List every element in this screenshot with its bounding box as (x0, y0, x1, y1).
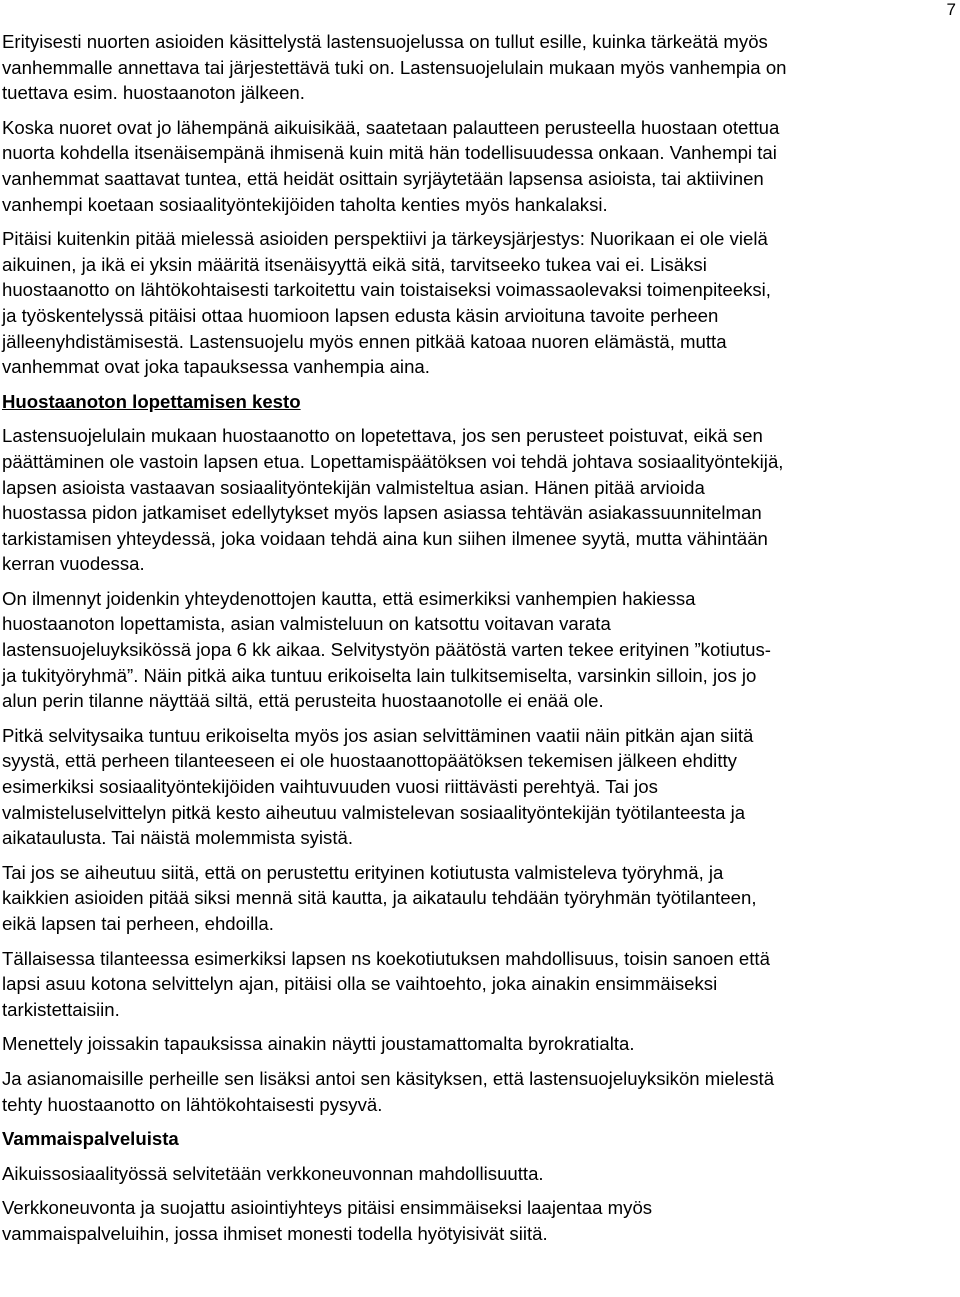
paragraph-youth-independence: Koska nuoret ovat jo lähempänä aikuisikää, saatetaan palautteen perusteella huostaan otettua nuorta kohdella itsenäisempänä ihmisenä kuin mitä hän todellisuudessa onkaan. Vanhempi tai vanhemmat saattavat tuntea, että heidät osittain syrjäytetään lapsensa asioista, tai aktiivinen vanhempi koetaan sosiaalityöntekijöiden taholta kenties myös hankalaksi. (2, 116, 780, 215)
paragraph-six-months: On ilmennyt joidenkin yhteydenottojen kautta, että esimerkiksi vanhempien hakiessa huostaanoton lopettamista, asian valmisteluun on katsottu voitavan varata lastensuojeluyksikössä jopa 6 kk aikaa. Selvitystyön päätöstä varten tekee erityinen ”kotiutus- ja tukityöryhmä”. Näin pitkä aika tuntuu erikoiselta lain tulkitsemiselta, varsinkin silloin, jos jo alun perin tilanne näyttää siltä, että perusteita huostaanotolle ei enää ole. (2, 587, 771, 712)
paragraph-long-investigation: Pitkä selvitysaika tuntuu erikoiselta myös jos asian selvittäminen vaatii näin pitkän ajan siitä syystä, että perheen tilanteeseen ei ole huostaanottopäätöksen tekemisen jälkeen ehditty esimerkiksi sosiaalityöntekijöiden vaihtuvuuden vuosi riittävästi perehtyä. Tai jos valmisteluselvittelyn pitkä kesto aiheutuu valmistelevan sosiaalityöntekijän työtilanteesta ja aikataulusta. Tai näistä molemmista syistä. (2, 724, 754, 849)
section-heading-custody-termination: Huostaanoton lopettamisen kesto (2, 390, 301, 412)
paragraph-termination-law: Lastensuojelulain mukaan huostaanotto on lopetettava, jos sen perusteet poistuvat, eikä sen päättäminen ole vastoin lapsen etua. Lopettamispäätöksen voi tehdä johtava sosiaalityöntekijä, lapsen asioista vastaavan sosiaalityöntekijän valmisteltua asian. Hänen pitää arvioida huostassa pidon jatkamiset edellytykset myös lapsen asiassa tehtävän asiakassuunnitelman tarkistamisen yhteydessä, joka voidaan tehdä aina kun siihen ilmenee syytä, mutta vähintään kerran vuodessa. (2, 425, 784, 575)
paragraph-youth-support: Erityisesti nuorten asioiden käsittelystä lastensuojelussa on tullut esille, kuinka tärkeätä myös vanhemmalle annettava tai järjestettävä tuki on. Lastensuojelulain mukaan myös vanhempia on tuettava esim. huostaanoton jälkeen. (2, 31, 787, 104)
paragraph-trial-homecoming: Tällaisessa tilanteessa esimerkiksi lapsen ns koekotiutuksen mahdollisuus, toisin sanoen että lapsi asuu kotona selvittelyn ajan, pitäisi olla se vaihtoehto, joka ainakin ensimmäiseksi tarkistettaisiin. (2, 947, 770, 1020)
paragraph-perspective: Pitäisi kuitenkin pitää mielessä asioiden perspektiivi ja tärkeysjärjestys: Nuorikaan ei ole vielä aikuinen, ja ikä ei yksin määritä itsenäisyyttä eikä sitä, tarvitseeko tukea vai ei. Lisäksi huostaanotto on lähtökohtaisesti tarkoitettu vain toistaiseksi voimassaolevaksi toimenpiteeksi, ja työskentelyssä pitäisi ottaa huomioon lapsen edusta käsin arvioituna tavoite perheen jälleenyhdistämisestä. Lastensuojelu myös ennen pitkää katoaa nuoren elämästä, mutta vanhemmat ovat joka tapauksessa vanhempia aina. (2, 228, 771, 378)
paragraph-secure-connection: Verkkoneuvonta ja suojattu asiointiyhteys pitäisi ensimmäiseksi laajentaa myös vammaispalveluihin, jossa ihmiset monesti todella hyötyisivät siitä. (2, 1197, 653, 1244)
paragraph-bureaucracy: Menettely joissakin tapauksissa ainakin näytti joustamattomalta byrokratialta. (2, 1033, 635, 1055)
paragraph-working-group: Tai jos se aiheutuu siitä, että on perustettu erityinen kotiutusta valmisteleva työryhmä, ja kaikkien asioiden pitää siksi mennä sitä kautta, ja aikataulu tehdään työryhmän työtilanteen, eikä lapsen tai perheen, ehdoilla. (2, 861, 757, 934)
paragraph-online-counselling: Aikuissosiaalityössä selvitetään verkkoneuvonnan mahdollisuutta. (2, 1162, 544, 1184)
section-heading-disability-services: Vammaispalveluista (2, 1128, 179, 1150)
paragraph-permanent-custody: Ja asianomaisille perheille sen lisäksi antoi sen käsityksen, että lastensuojeluyksikön mielestä tehty huostaanotto on lähtökohtaisesti pysyvä. (2, 1067, 775, 1115)
page-number: 7 (946, 0, 956, 19)
document-body (2, 29, 954, 1256)
